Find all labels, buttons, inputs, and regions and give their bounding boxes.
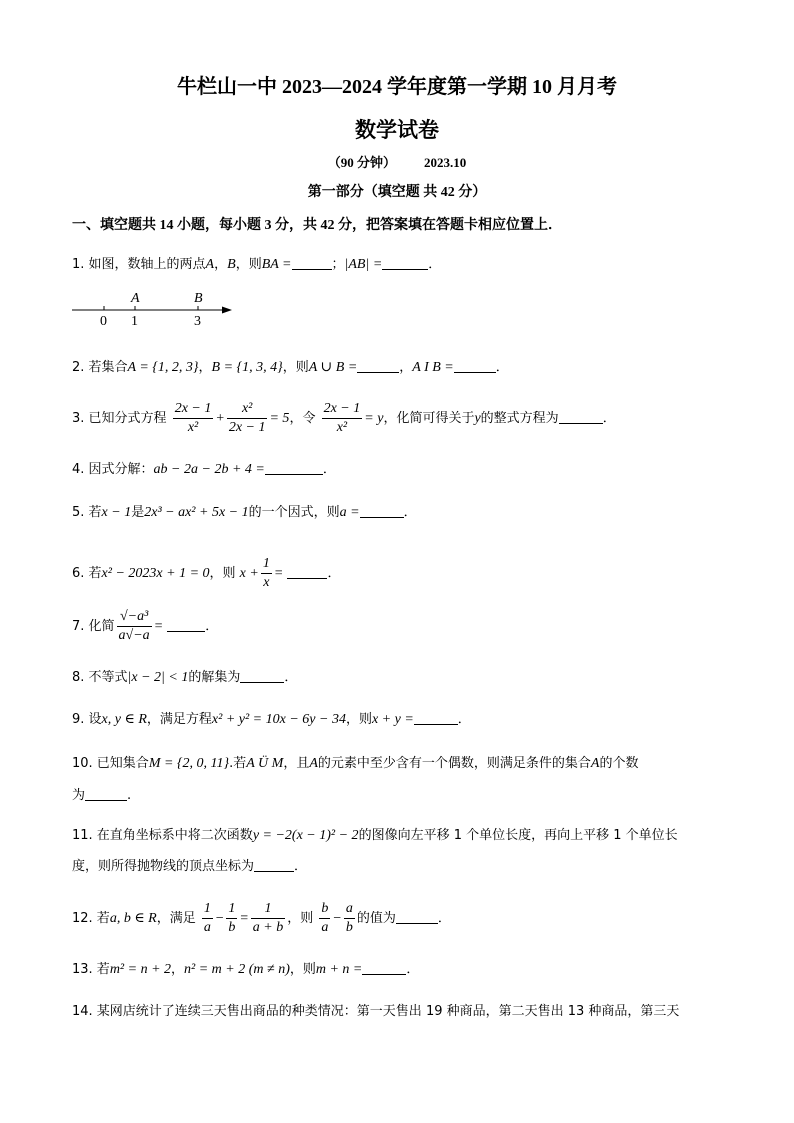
question-9: 9. 设x, y ∈ R，满足方程x² + y² = 10x − 6y − 34，则x + y = ． [72, 712, 471, 727]
question-11: 11. 在直角坐标系中将二次函数y = −2(x − 1)² − 2的图像向左平移 1 个单位长度，再向上平移 1 个单位长 [72, 828, 678, 843]
number-line-figure [72, 290, 252, 330]
exam-subtitle: 数学试卷 [355, 118, 439, 142]
answer-blank[interactable] [357, 358, 399, 373]
answer-blank[interactable] [362, 960, 406, 975]
question-14: 14. 某网店统计了连续三天售出商品的种类情况：第一天售出 19 种商品，第二天售出 13 种商品，第三天 [72, 1004, 680, 1019]
answer-blank[interactable] [559, 409, 603, 424]
question-6: 6. 若x² − 2023x + 1 = 0，则 x + $\frac{1}{x}$ = ． [72, 556, 341, 590]
answer-blank[interactable] [167, 617, 205, 632]
exam-meta [0, 152, 794, 171]
answer-blank[interactable] [292, 255, 332, 270]
answer-blank[interactable] [414, 710, 458, 725]
question-11-line-2: 度，则所得抛物线的顶点坐标为 ． [72, 859, 308, 874]
question-2: 2. 若集合A = {1, 2, 3}，B = {1, 3, 4}，则A ∪ B = ，A I B = ． [72, 360, 509, 375]
question-8: 8. 不等式|x − 2| < 1的解集为 ． [72, 670, 298, 685]
tick-label-3: 3 [194, 314, 201, 329]
question-10-line-2: 为 . [72, 788, 132, 803]
answer-blank[interactable] [454, 358, 496, 373]
answer-blank[interactable] [287, 564, 327, 579]
answer-blank[interactable] [240, 668, 284, 683]
answer-blank[interactable] [360, 503, 404, 518]
part-heading: 第一部分（填空题 共 42 分） [307, 185, 487, 200]
question-13: 13. 若m² = n + 2，n² = m + 2 (m ≠ n)，则m + n = ． [72, 962, 420, 977]
answer-blank[interactable] [396, 909, 438, 924]
question-7: 7. 化简 $\frac{\text{√−a³}}{a√-a}$ = ． [72, 609, 219, 643]
exam-duration: （90 分钟） [327, 155, 396, 170]
question-5: 5. 若x − 1是2x³ − ax² + 5x − 1的一个因式，则a = ． [72, 505, 417, 520]
question-3: 3. 已知分式方程 $\frac{2x - 1}{\text{x²}}$ + $\frac{\text{x²}}{2x - 1}$ = 5，令 $\frac{2x - 1}{\text{x²}}$ = y，化简可得关于y的整式方程为 ． [72, 401, 616, 435]
tick-label-1: 1 [131, 314, 138, 329]
question-12: 12. 若a, b ∈ R，满足 $\frac{1}{a}$ − $\frac{1}{b}$ = $\frac{1}{a + b}$ ，则 $\frac{b}{a}$ − $\frac{a}{b}$ 的值为 ． [72, 901, 451, 935]
exam-date: 2023.10 [424, 155, 467, 170]
question-10: 10. 已知集合M = {2, 0, 11}.若A Ü M，且A的元素中至少含有一个偶数，则满足条件的集合A的个数 [72, 756, 639, 771]
answer-blank[interactable] [254, 857, 294, 872]
answer-blank[interactable] [85, 786, 127, 801]
section-instructions: 一、填空题共 14 小题，每小题 3 分，共 42 分，把答案填在答题卡相应位置上． [72, 218, 562, 233]
tick-label-0: 0 [100, 314, 107, 329]
point-label-b: B [194, 291, 203, 306]
question-4: 4. 因式分解：ab − 2a − 2b + 4 = ． [72, 462, 336, 477]
point-label-a: A [131, 291, 140, 306]
exam-title: 牛栏山一中 2023—2024 学年度第一学期 10 月月考 [177, 76, 617, 98]
answer-blank[interactable] [382, 255, 428, 270]
answer-blank[interactable] [265, 460, 323, 475]
question-1: 1. 如图，数轴上的两点A，B，则BA = ；|AB| = ． [72, 257, 442, 272]
